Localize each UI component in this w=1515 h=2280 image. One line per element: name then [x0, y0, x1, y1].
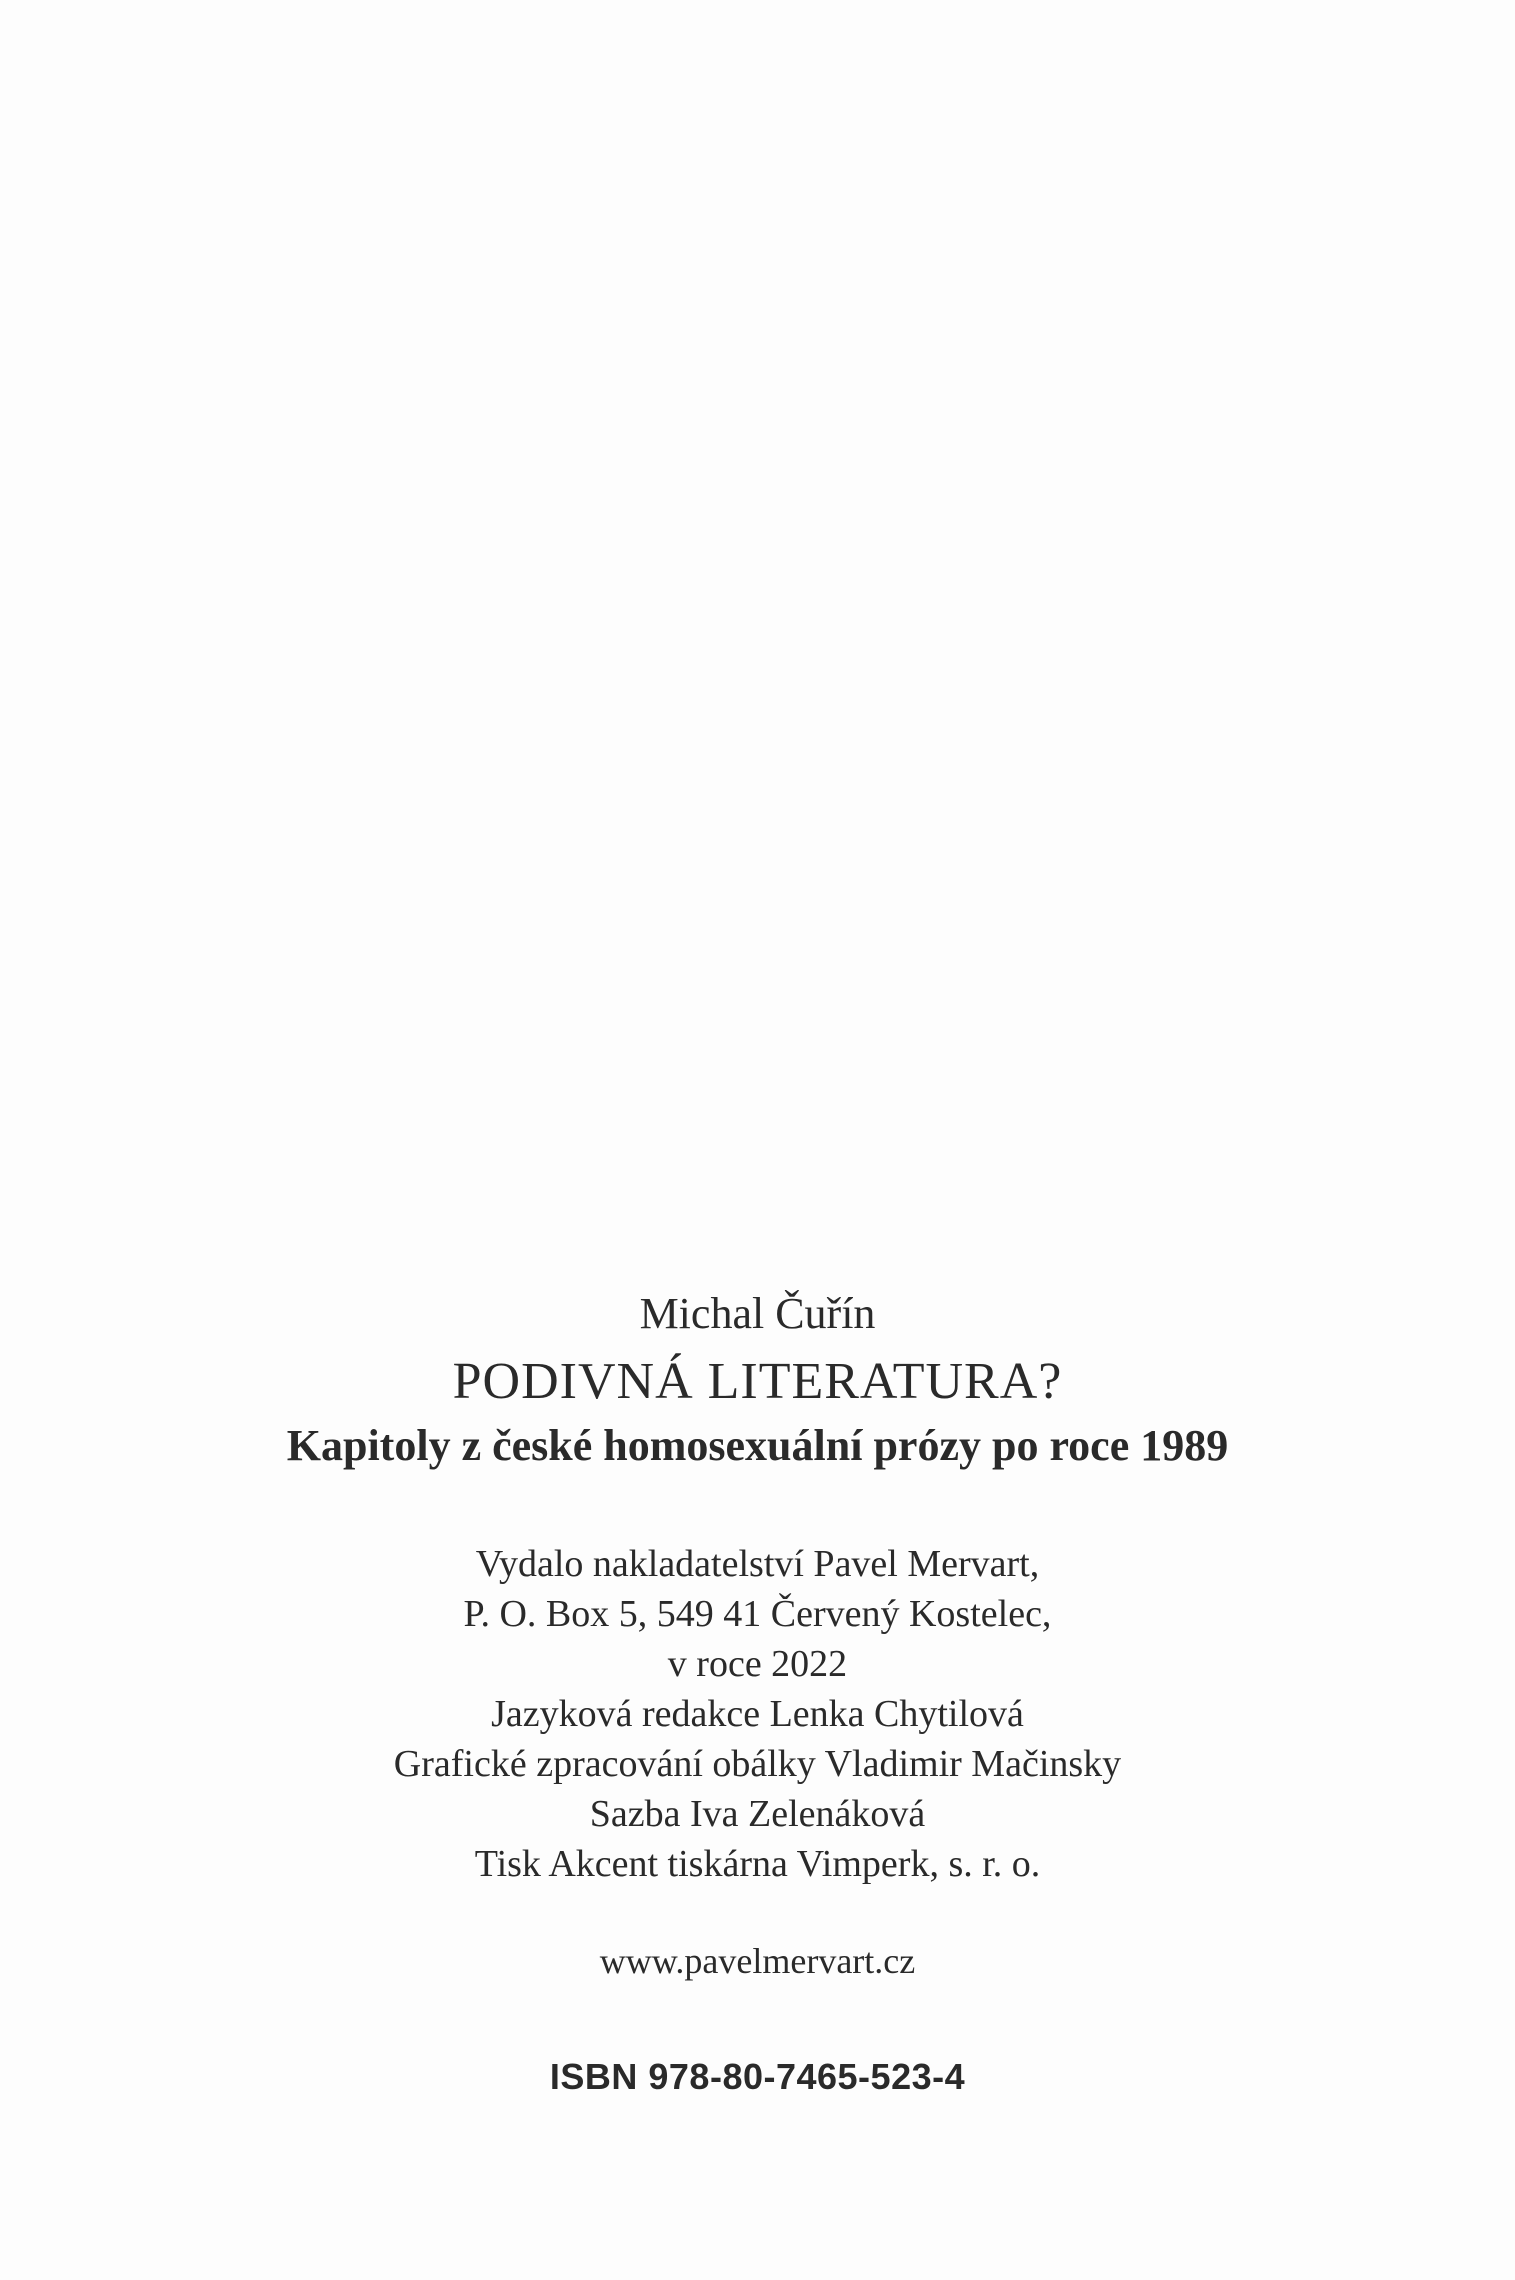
book-author: Michal Čuřín — [639, 1289, 876, 1338]
book-title: PODIVNÁ LITERATURA? — [452, 1353, 1063, 1410]
cover-design-line: Grafické zpracování obálky Vladimir Mačinsky — [393, 1743, 1122, 1785]
colophon — [0, 1539, 1515, 1889]
isbn: ISBN 978-80-7465-523-4 — [549, 2056, 966, 2097]
printer-line: Tisk Akcent tiskárna Vimperk, s. r. o. — [474, 1843, 1041, 1885]
imprint-block — [0, 1285, 1515, 2099]
publication-year-line: v roce 2022 — [667, 1643, 848, 1685]
publisher-address-line: P. O. Box 5, 549 41 Červený Kostelec, — [463, 1593, 1052, 1635]
language-editor-line: Jazyková redakce Lenka Chytilová — [491, 1693, 1024, 1735]
publisher-website: www.pavelmervart.cz — [599, 1941, 916, 1981]
publisher-line: Vydalo nakladatelství Pavel Mervart, — [475, 1543, 1040, 1585]
typesetting-line: Sazba Iva Zelenáková — [589, 1793, 926, 1835]
book-subtitle: Kapitoly z české homosexuální prózy po roce 1989 — [286, 1421, 1229, 1470]
